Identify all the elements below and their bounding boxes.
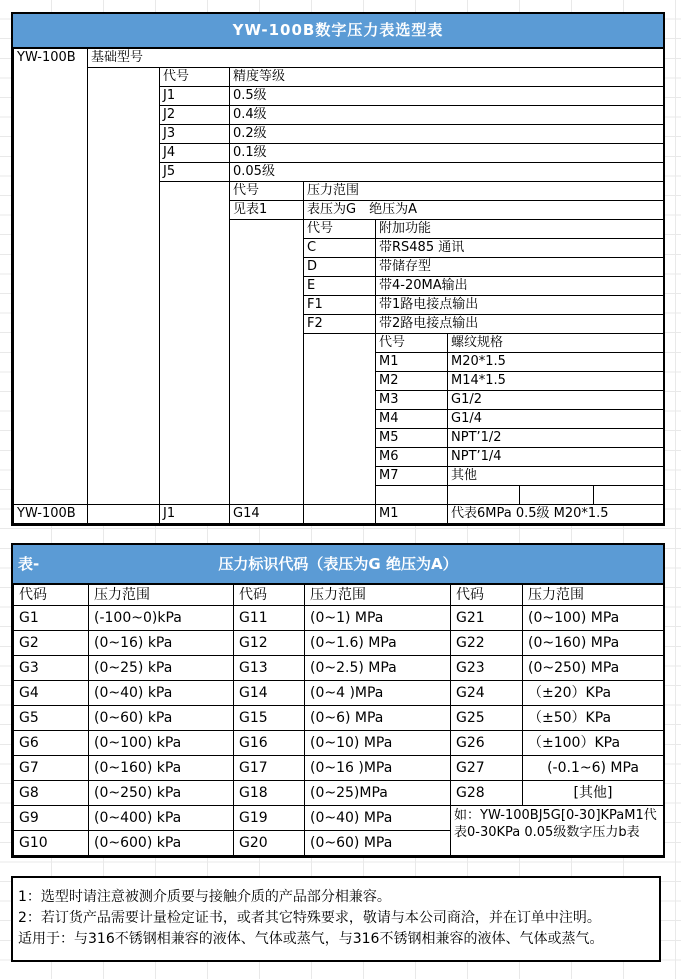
code-cell: G12 (234, 631, 305, 656)
code-cell: M4 (376, 410, 448, 429)
code-cell: G14 (230, 505, 304, 524)
example-meaning-cell: 代表6MPa 0.5级 M20*1.5 (448, 505, 664, 524)
code-cell: G24 (451, 681, 523, 706)
range-cell: (0~100) kPa (89, 731, 234, 756)
range-cell: (0~60) MPa (305, 831, 451, 856)
value-cell: 0.05级 (230, 163, 664, 182)
table-header-row (14, 585, 664, 606)
value-cell: G1/2 (448, 391, 664, 410)
note-line: 1：选型时请注意被测介质要与接触介质的产品部分相兼容。 (18, 889, 391, 905)
table-row (14, 781, 664, 806)
code-cell: D (304, 258, 376, 277)
empty-cell (376, 486, 448, 505)
pressure-code-table (13, 584, 664, 856)
code-cell: 见表1 (230, 201, 304, 220)
pressure-table-title: 压力标识代码（表压为G 绝压为A） (218, 555, 458, 573)
empty-cell (594, 486, 664, 505)
empty-cell (520, 486, 594, 505)
code-cell: M6 (376, 448, 448, 467)
empty-cell (448, 486, 520, 505)
range-cell: (0~160) MPa (523, 631, 664, 656)
code-cell: G13 (234, 656, 305, 681)
value-cell: 表压为G 绝压为A (304, 201, 664, 220)
code-cell: G1 (14, 606, 89, 631)
range-cell: (0~250) MPa (523, 656, 664, 681)
range-cell: (0~160) kPa (89, 756, 234, 781)
selection-table-title: YW-100B数字压力表选型表 (13, 14, 663, 48)
name-header-cell: 压力范围 (304, 182, 664, 201)
code-cell: J4 (160, 144, 230, 163)
code-cell: M5 (376, 429, 448, 448)
pressure-table-header (13, 545, 663, 584)
range-cell: (0~400) kPa (89, 806, 234, 831)
value-cell: 0.4级 (230, 106, 664, 125)
code-cell: C (304, 239, 376, 258)
range-cell: (0~10) MPa (305, 731, 451, 756)
table-row (14, 606, 664, 631)
value-cell: NPT’1/4 (448, 448, 664, 467)
range-cell: (0~2.5) MPa (305, 656, 451, 681)
code-header-cell: 代号 (304, 220, 376, 239)
empty-cell (88, 505, 160, 524)
example-note-cell: 如：YW-100BJ5G[0-30]KPaM1代表0-30KPa 0.05级数字压力b表 (451, 806, 664, 856)
code-cell: J1 (160, 505, 230, 524)
notes-box (11, 876, 661, 962)
code-cell: G3 (14, 656, 89, 681)
value-cell: 其他 (448, 467, 664, 486)
range-cell: (0~6) MPa (305, 706, 451, 731)
code-cell: M7 (376, 467, 448, 486)
range-cell: (0~25) kPa (89, 656, 234, 681)
note-line: 适用于：与316不锈钢相兼容的液体、气体或蒸气，与316不锈钢相兼容的液体、气体或蒸气。 (18, 931, 604, 947)
code-cell: F2 (304, 315, 376, 334)
range-cell: (-100~0)kPa (89, 606, 234, 631)
range-cell: (0~4 )MPa (305, 681, 451, 706)
range-cell: (0~600) kPa (89, 831, 234, 856)
code-cell: G19 (234, 806, 305, 831)
table-row (14, 806, 664, 831)
pressure-table-label: 表- (18, 555, 40, 573)
code-cell: G2 (14, 631, 89, 656)
value-cell: 带RS485 通讯 (376, 239, 664, 258)
code-cell: G14 (234, 681, 305, 706)
code-header-cell: 代码 (14, 585, 89, 606)
code-cell: E (304, 277, 376, 296)
range-cell: (-0.1~6) MPa (523, 756, 664, 781)
code-header-cell: 代码 (451, 585, 523, 606)
table-row (14, 731, 664, 756)
value-cell: 0.5级 (230, 87, 664, 106)
range-header-cell: 压力范围 (305, 585, 451, 606)
code-cell: M3 (376, 391, 448, 410)
model-cell: YW-100B (14, 505, 88, 524)
empty-cell (304, 505, 376, 524)
value-cell: 带储存型 (376, 258, 664, 277)
table-row (14, 68, 664, 87)
code-cell: J1 (160, 87, 230, 106)
code-cell: M2 (376, 372, 448, 391)
range-header-cell: 压力范围 (523, 585, 664, 606)
range-cell: (0~40) kPa (89, 681, 234, 706)
name-header-cell: 螺纹规格 (448, 334, 664, 353)
range-cell: (0~16 )MPa (305, 756, 451, 781)
table-row (14, 706, 664, 731)
note-line: 2：若订货产品需要计量检定证书，或者其它特殊要求，敬请与本公司商洽，并在订单中注明。 (18, 910, 601, 926)
empty-cell (304, 334, 376, 505)
code-cell: G18 (234, 781, 305, 806)
code-cell: G16 (234, 731, 305, 756)
value-cell: G1/4 (448, 410, 664, 429)
code-cell: G7 (14, 756, 89, 781)
range-cell: (0~1) MPa (305, 606, 451, 631)
code-cell: G6 (14, 731, 89, 756)
code-cell: F1 (304, 296, 376, 315)
code-cell: M1 (376, 505, 448, 524)
code-header-cell: 代号 (160, 68, 230, 87)
code-cell: G8 (14, 781, 89, 806)
code-cell: J5 (160, 163, 230, 182)
range-cell: （±100）KPa (523, 731, 664, 756)
code-cell: G26 (451, 731, 523, 756)
range-cell: （±20）KPa (523, 681, 664, 706)
code-cell: J3 (160, 125, 230, 144)
selection-table (13, 48, 664, 524)
code-header-cell: 代号 (376, 334, 448, 353)
range-cell: (0~60) kPa (89, 706, 234, 731)
code-cell: G15 (234, 706, 305, 731)
value-cell: 带2路电接点输出 (376, 315, 664, 334)
value-cell: M20*1.5 (448, 353, 664, 372)
range-cell: (0~25)MPa (305, 781, 451, 806)
code-cell: G23 (451, 656, 523, 681)
table-row (14, 656, 664, 681)
code-cell: G5 (14, 706, 89, 731)
table-row (14, 49, 664, 68)
code-cell: G9 (14, 806, 89, 831)
table-row (14, 631, 664, 656)
code-header-cell: 代号 (230, 182, 304, 201)
code-cell: G27 (451, 756, 523, 781)
value-cell: 0.1级 (230, 144, 664, 163)
example-row (14, 505, 664, 524)
selection-table-section (11, 12, 665, 526)
empty-cell (88, 68, 160, 505)
name-header-cell: 精度等级 (230, 68, 664, 87)
empty-cell (230, 220, 304, 505)
range-cell: [其他] (523, 781, 664, 806)
code-cell: G25 (451, 706, 523, 731)
value-cell: 带4-20MA输出 (376, 277, 664, 296)
range-cell: (0~40) MPa (305, 806, 451, 831)
range-header-cell: 压力范围 (89, 585, 234, 606)
code-header-cell: 代码 (234, 585, 305, 606)
value-cell: NPT’1/2 (448, 429, 664, 448)
name-header-cell: 附加功能 (376, 220, 664, 239)
code-cell: M1 (376, 353, 448, 372)
range-cell: （±50）KPa (523, 706, 664, 731)
range-cell: (0~250) kPa (89, 781, 234, 806)
value-cell: 0.2级 (230, 125, 664, 144)
code-cell: G28 (451, 781, 523, 806)
code-cell: G11 (234, 606, 305, 631)
code-cell: G21 (451, 606, 523, 631)
range-cell: (0~16) kPa (89, 631, 234, 656)
empty-cell (160, 182, 230, 505)
code-cell: G10 (14, 831, 89, 856)
model-cell: YW-100B (14, 49, 88, 505)
base-label-cell: 基础型号 (88, 49, 664, 68)
code-cell: G22 (451, 631, 523, 656)
range-cell: (0~100) MPa (523, 606, 664, 631)
value-cell: 带1路电接点输出 (376, 296, 664, 315)
table-row (14, 681, 664, 706)
code-cell: G4 (14, 681, 89, 706)
code-cell: J2 (160, 106, 230, 125)
code-cell: G17 (234, 756, 305, 781)
code-cell: G20 (234, 831, 305, 856)
value-cell: M14*1.5 (448, 372, 664, 391)
pressure-code-table-section (11, 543, 665, 858)
range-cell: (0~1.6) MPa (305, 631, 451, 656)
table-row (14, 756, 664, 781)
